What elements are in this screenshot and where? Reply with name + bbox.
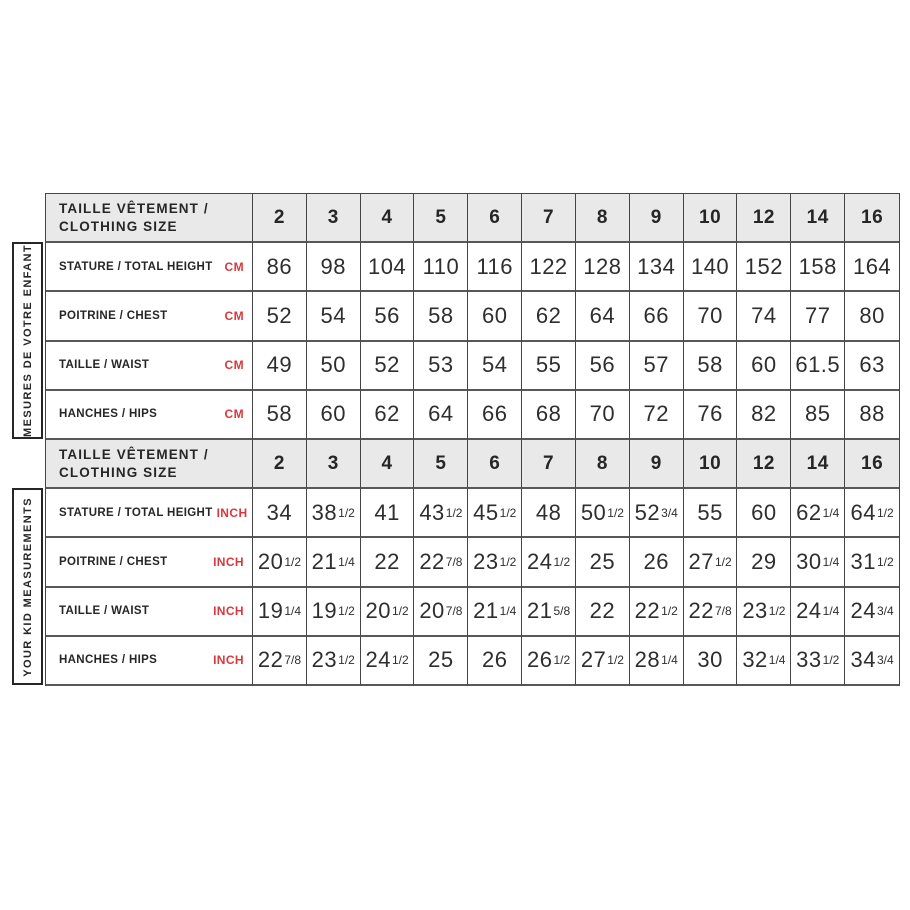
table-header-line1: TAILLE VÊTEMENT / bbox=[59, 446, 209, 462]
value-cell: 48 bbox=[522, 489, 576, 538]
value-cell: 27 1/2 bbox=[684, 538, 738, 587]
value-cell: 26 bbox=[468, 637, 522, 686]
value-cell: 32 1/4 bbox=[737, 637, 791, 686]
value-cell: 24 3/4 bbox=[845, 588, 899, 637]
size-column-header: 14 bbox=[791, 440, 845, 489]
value-cell: 25 bbox=[576, 538, 630, 587]
value-cell: 19 1/2 bbox=[307, 588, 361, 637]
unit-label: INCH bbox=[216, 505, 248, 520]
size-column-header: 5 bbox=[414, 194, 468, 243]
size-column-header: 16 bbox=[845, 194, 899, 243]
value-cell: 72 bbox=[630, 391, 684, 440]
value-cell: 55 bbox=[522, 342, 576, 391]
value-cell: 74 bbox=[737, 292, 791, 341]
measurement-label-cell bbox=[46, 391, 253, 440]
table-header-line2: CLOTHING SIZE bbox=[59, 464, 178, 480]
value-cell: 43 1/2 bbox=[414, 489, 468, 538]
size-column-header: 2 bbox=[253, 194, 307, 243]
value-cell: 26 1/2 bbox=[522, 637, 576, 686]
unit-label: INCH bbox=[213, 604, 244, 619]
value-cell: 23 1/2 bbox=[737, 588, 791, 637]
measurement-label-cell bbox=[46, 637, 253, 686]
value-cell: 29 bbox=[737, 538, 791, 587]
size-column-header: 7 bbox=[522, 440, 576, 489]
value-cell: 24 1/2 bbox=[361, 637, 415, 686]
value-cell: 64 bbox=[576, 292, 630, 341]
value-cell: 66 bbox=[468, 391, 522, 440]
value-cell: 55 bbox=[684, 489, 738, 538]
measurement-label: HANCHES / HIPS bbox=[59, 654, 158, 667]
value-cell: 60 bbox=[468, 292, 522, 341]
unit-label: INCH bbox=[213, 554, 244, 569]
value-cell: 58 bbox=[684, 342, 738, 391]
value-cell: 22 bbox=[361, 538, 415, 587]
value-cell: 60 bbox=[737, 342, 791, 391]
measurement-label: TAILLE / WAIST bbox=[59, 605, 150, 618]
size-column-header: 10 bbox=[684, 440, 738, 489]
value-cell: 38 1/2 bbox=[307, 489, 361, 538]
value-cell: 50 1/2 bbox=[576, 489, 630, 538]
value-cell: 116 bbox=[468, 243, 522, 292]
value-cell: 66 bbox=[630, 292, 684, 341]
value-cell: 128 bbox=[576, 243, 630, 292]
value-cell: 68 bbox=[522, 391, 576, 440]
value-cell: 86 bbox=[253, 243, 307, 292]
measurement-label-cell bbox=[46, 342, 253, 391]
measurement-label-cell bbox=[46, 588, 253, 637]
value-cell: 58 bbox=[253, 391, 307, 440]
size-column-header: 5 bbox=[414, 440, 468, 489]
size-column-header: 6 bbox=[468, 440, 522, 489]
measurement-label: TAILLE / WAIST bbox=[59, 359, 150, 372]
value-cell: 30 1/4 bbox=[791, 538, 845, 587]
value-cell: 26 bbox=[630, 538, 684, 587]
value-cell: 62 bbox=[522, 292, 576, 341]
size-column-header: 10 bbox=[684, 194, 738, 243]
measurement-label: HANCHES / HIPS bbox=[59, 408, 158, 421]
measurement-label-cell bbox=[46, 292, 253, 341]
value-cell: 134 bbox=[630, 243, 684, 292]
value-cell: 56 bbox=[361, 292, 415, 341]
unit-label: CM bbox=[224, 358, 244, 373]
value-cell: 50 bbox=[307, 342, 361, 391]
value-cell: 24 1/2 bbox=[522, 538, 576, 587]
value-cell: 52 3/4 bbox=[630, 489, 684, 538]
size-chart-table bbox=[45, 193, 900, 686]
value-cell: 20 1/2 bbox=[253, 538, 307, 587]
sidebar-box-inch bbox=[12, 488, 43, 685]
value-cell: 22 bbox=[576, 588, 630, 637]
value-cell: 62 1/4 bbox=[791, 489, 845, 538]
value-cell: 85 bbox=[791, 391, 845, 440]
measurement-label: STATURE / TOTAL HEIGHT bbox=[59, 506, 213, 519]
value-cell: 21 1/4 bbox=[307, 538, 361, 587]
size-column-header: 12 bbox=[737, 440, 791, 489]
size-column-header: 2 bbox=[253, 440, 307, 489]
value-cell: 64 1/2 bbox=[845, 489, 899, 538]
value-cell: 52 bbox=[361, 342, 415, 391]
unit-label: INCH bbox=[213, 653, 244, 668]
value-cell: 82 bbox=[737, 391, 791, 440]
value-cell: 20 7/8 bbox=[414, 588, 468, 637]
value-cell: 164 bbox=[845, 243, 899, 292]
value-cell: 25 bbox=[414, 637, 468, 686]
value-cell: 58 bbox=[414, 292, 468, 341]
size-column-header: 3 bbox=[307, 194, 361, 243]
measurement-label-cell bbox=[46, 538, 253, 587]
value-cell: 60 bbox=[737, 489, 791, 538]
value-cell: 21 1/4 bbox=[468, 588, 522, 637]
value-cell: 49 bbox=[253, 342, 307, 391]
value-cell: 23 1/2 bbox=[468, 538, 522, 587]
size-column-header: 9 bbox=[630, 440, 684, 489]
value-cell: 33 1/2 bbox=[791, 637, 845, 686]
sidebar-box-cm bbox=[12, 242, 43, 439]
unit-label: CM bbox=[224, 259, 244, 274]
size-column-header: 9 bbox=[630, 194, 684, 243]
value-cell: 22 7/8 bbox=[414, 538, 468, 587]
size-column-header: 12 bbox=[737, 194, 791, 243]
value-cell: 22 7/8 bbox=[253, 637, 307, 686]
value-cell: 27 1/2 bbox=[576, 637, 630, 686]
size-column-header: 6 bbox=[468, 194, 522, 243]
value-cell: 21 5/8 bbox=[522, 588, 576, 637]
value-cell: 62 bbox=[361, 391, 415, 440]
table-header-title bbox=[46, 440, 253, 489]
measurement-label: POITRINE / CHEST bbox=[59, 555, 168, 568]
table-header-line1: TAILLE VÊTEMENT / bbox=[59, 200, 209, 216]
value-cell: 57 bbox=[630, 342, 684, 391]
value-cell: 24 1/4 bbox=[791, 588, 845, 637]
value-cell: 122 bbox=[522, 243, 576, 292]
value-cell: 52 bbox=[253, 292, 307, 341]
value-cell: 22 1/2 bbox=[630, 588, 684, 637]
value-cell: 45 1/2 bbox=[468, 489, 522, 538]
size-column-header: 14 bbox=[791, 194, 845, 243]
value-cell: 80 bbox=[845, 292, 899, 341]
unit-label: CM bbox=[224, 407, 244, 422]
sidebar-label-cm: MESURES DE VOTRE ENFANT bbox=[21, 244, 34, 437]
value-cell: 64 bbox=[414, 391, 468, 440]
value-cell: 104 bbox=[361, 243, 415, 292]
value-cell: 61.5 bbox=[791, 342, 845, 391]
value-cell: 152 bbox=[737, 243, 791, 292]
value-cell: 140 bbox=[684, 243, 738, 292]
measurement-label: STATURE / TOTAL HEIGHT bbox=[59, 260, 213, 273]
measurement-label-cell bbox=[46, 243, 253, 292]
value-cell: 56 bbox=[576, 342, 630, 391]
value-cell: 19 1/4 bbox=[253, 588, 307, 637]
table-header-line2: CLOTHING SIZE bbox=[59, 218, 178, 234]
size-column-header: 8 bbox=[576, 194, 630, 243]
value-cell: 110 bbox=[414, 243, 468, 292]
value-cell: 70 bbox=[684, 292, 738, 341]
value-cell: 34 3/4 bbox=[845, 637, 899, 686]
value-cell: 98 bbox=[307, 243, 361, 292]
value-cell: 41 bbox=[361, 489, 415, 538]
unit-label: CM bbox=[224, 308, 244, 323]
size-column-header: 16 bbox=[845, 440, 899, 489]
value-cell: 31 1/2 bbox=[845, 538, 899, 587]
sidebar-label-inch: YOUR KID MEASUREMENTS bbox=[21, 496, 34, 677]
value-cell: 88 bbox=[845, 391, 899, 440]
value-cell: 158 bbox=[791, 243, 845, 292]
value-cell: 54 bbox=[307, 292, 361, 341]
measurement-label-cell bbox=[46, 489, 253, 538]
value-cell: 34 bbox=[253, 489, 307, 538]
value-cell: 77 bbox=[791, 292, 845, 341]
size-column-header: 4 bbox=[361, 194, 415, 243]
value-cell: 70 bbox=[576, 391, 630, 440]
value-cell: 54 bbox=[468, 342, 522, 391]
value-cell: 60 bbox=[307, 391, 361, 440]
size-column-header: 4 bbox=[361, 440, 415, 489]
measurement-label: POITRINE / CHEST bbox=[59, 309, 168, 322]
value-cell: 53 bbox=[414, 342, 468, 391]
size-column-header: 7 bbox=[522, 194, 576, 243]
value-cell: 30 bbox=[684, 637, 738, 686]
value-cell: 20 1/2 bbox=[361, 588, 415, 637]
size-column-header: 3 bbox=[307, 440, 361, 489]
table-header-title bbox=[46, 194, 253, 243]
value-cell: 28 1/4 bbox=[630, 637, 684, 686]
size-column-header: 8 bbox=[576, 440, 630, 489]
value-cell: 23 1/2 bbox=[307, 637, 361, 686]
value-cell: 22 7/8 bbox=[684, 588, 738, 637]
value-cell: 76 bbox=[684, 391, 738, 440]
value-cell: 63 bbox=[845, 342, 899, 391]
